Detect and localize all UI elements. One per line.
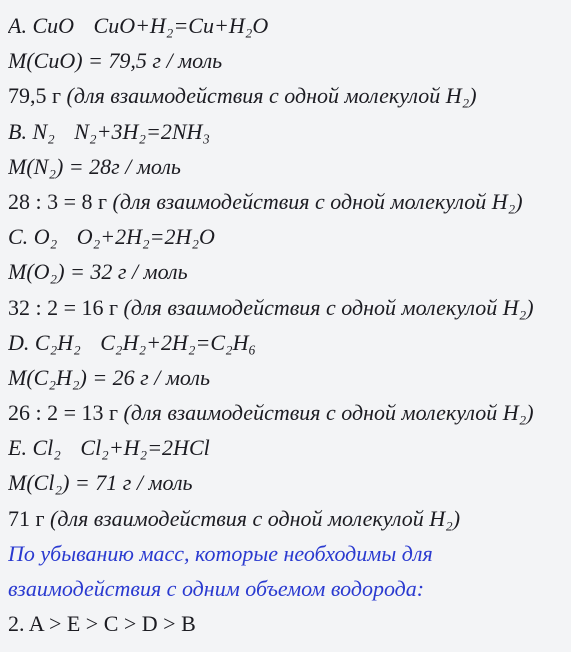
option-a-letter: A. [8, 13, 27, 38]
option-a-formula: CuO [32, 13, 75, 38]
option-e-heading [8, 430, 563, 465]
option-a-calc-value: 79,5 г [8, 83, 62, 109]
option-d-letter: D. [8, 329, 30, 355]
option-e-calc-value: 71 г [8, 505, 45, 531]
option-c-calculation [8, 290, 563, 325]
conclusion-line-1: По убыванию масс, которые необходимы для [8, 540, 433, 566]
option-b-heading [8, 114, 563, 149]
conclusion-line-2: взаимодействия с одним объемом водорода: [8, 576, 425, 601]
option-b-molar-mass: M(N₂) = 28г / моль [8, 153, 181, 179]
option-c-calc-note: (для взаимодействия с одной молекулой H₂) [123, 294, 534, 320]
option-e-molar-mass: M(Cl₂) = 71 г / моль [8, 470, 193, 496]
option-a-heading [8, 8, 563, 43]
option-b-calculation [8, 184, 563, 219]
option-c-calc-value: 32 : 2 = 16 г [8, 294, 119, 320]
option-d-calc-note: (для взаимодействия с одной молекулой H₂) [123, 400, 534, 426]
option-b-letter: B. [8, 118, 27, 144]
option-e-formula: Cl₂ [32, 435, 61, 461]
option-b-calc-value: 28 : 3 = 8 г [8, 188, 108, 214]
option-d-equation: C₂H₂+2H₂=C₂H₆ [100, 329, 257, 355]
option-e-calculation [8, 501, 563, 536]
option-e-calc-note: (для взаимодействия с одной молекулой H₂) [50, 505, 461, 531]
option-b-calc-note: (для взаимодействия с одной молекулой H₂) [112, 188, 523, 214]
option-d-calculation [8, 395, 563, 430]
option-e-letter: E. [8, 435, 27, 461]
option-c-formula: O₂ [33, 224, 58, 250]
option-c-equation: O₂+2H₂=2H₂O [76, 224, 215, 250]
option-c-heading [8, 219, 563, 254]
option-b-formula: N₂ [32, 118, 55, 144]
option-d-calc-value: 26 : 2 = 13 г [8, 400, 119, 426]
option-b-equation: N₂+3H₂=2NH₃ [74, 118, 211, 144]
option-a-calc-note: (для взаимодействия с одной молекулой H₂) [66, 83, 477, 109]
option-c-molar-mass: M(O₂) = 32 г / моль [8, 259, 188, 285]
option-d-heading [8, 325, 563, 360]
option-c-letter: C. [8, 224, 29, 250]
option-a-calculation [8, 78, 563, 113]
option-a-equation: CuO+H₂=Cu+H₂O [93, 13, 269, 38]
option-d-molar-mass: M(C₂H₂) = 26 г / моль [8, 364, 210, 390]
option-a-molar-mass: M(CuO) = 79,5 г / моль [8, 48, 223, 74]
option-e-equation: Cl₂+H₂=2HCl [80, 435, 210, 461]
final-answer: 2. A > E > C > D > B [8, 611, 196, 637]
option-d-formula: C₂H₂ [34, 329, 81, 355]
